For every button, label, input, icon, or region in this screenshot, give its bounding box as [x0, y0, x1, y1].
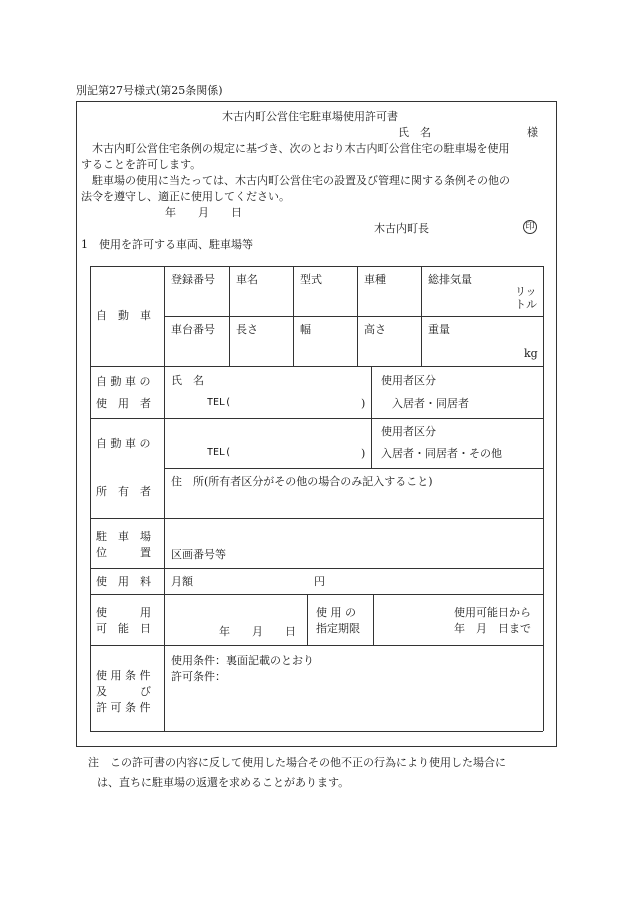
- owner-label-line-2: 所 有 者: [96, 485, 151, 498]
- honorific: 様: [527, 126, 538, 139]
- liter-unit-2: トル: [515, 298, 537, 311]
- table-border-top: [90, 266, 543, 267]
- conditions-label-line-2: 及 び: [96, 685, 151, 698]
- user-label-line-1: 自 動 車 の: [96, 375, 151, 388]
- term-label-line-2: 指定期限: [316, 622, 360, 635]
- table-border-bottom: [90, 731, 543, 732]
- displacement-label: 総排気量: [428, 273, 472, 286]
- user-name-label: 氏 名: [171, 374, 204, 387]
- vehicle-col-divider-1: [229, 266, 230, 366]
- chassis-number-label: 車台番号: [171, 323, 215, 336]
- term-label-line-1: 使 用 の: [316, 606, 356, 619]
- conditions-label-line-1: 使 用 条 件: [96, 669, 151, 682]
- user-category-label: 使用者区分: [381, 374, 436, 387]
- owner-inner-divider: [164, 468, 543, 469]
- user-category-value: 入居者・同居者: [392, 397, 469, 410]
- row-divider-parking: [90, 568, 543, 569]
- permit-conditions: 許可条件：: [171, 670, 226, 683]
- owner-label-line-1: 自 動 車 の: [96, 437, 151, 450]
- row-divider-owner: [90, 518, 543, 519]
- note-line-2: は、直ちに駐車場の返還を求めることがあります。: [97, 776, 350, 789]
- height-label: 高さ: [364, 323, 386, 336]
- model-label: 型式: [300, 273, 322, 286]
- vehicle-col-divider-2: [293, 266, 294, 366]
- term-from: 使用可能日から: [454, 606, 531, 619]
- usable-label-line-1: 使 用: [96, 606, 151, 619]
- form-reference: 別記第27号様式(第25条関係): [76, 84, 223, 97]
- paragraph-1-line-2: することを許可します。: [81, 158, 202, 171]
- table-border-left: [90, 266, 91, 731]
- usable-col-divider-1: [307, 594, 308, 645]
- owner-tel-label: TEL(: [207, 447, 232, 458]
- user-tel-label: TEL(: [207, 397, 232, 408]
- car-name-label: 車名: [236, 273, 258, 286]
- label-column-divider: [164, 266, 165, 731]
- owner-category-label: 使用者区分: [381, 425, 436, 438]
- parking-label-line-2: 位 置: [96, 546, 151, 559]
- paragraph-1-line-1: 木古内町公営住宅条例の規定に基づき、次のとおり木古内町公営住宅の駐車場を使用: [81, 142, 510, 155]
- car-type-label: 車種: [364, 273, 386, 286]
- row-divider-fee: [90, 594, 543, 595]
- length-label: 長さ: [236, 323, 258, 336]
- note-line-1: 注 この許可書の内容に反して使用した場合その他不正の行為により使用した場合に: [88, 756, 506, 769]
- parking-label-line-1: 駐 車 場: [96, 530, 151, 543]
- seal-mark: 印: [523, 220, 537, 234]
- width-label: 幅: [300, 323, 311, 336]
- recipient-name-label: 氏 名: [398, 126, 431, 139]
- fee-label: 使 用 料: [96, 575, 151, 588]
- fee-yen-unit: 円: [314, 575, 325, 588]
- usable-col-divider-2: [373, 594, 374, 645]
- user-tel-close: ): [361, 397, 366, 410]
- paragraph-2-line-1: 駐車場の使用に当たっては、木古内町公営住宅の設置及び管理に関する条例その他の: [81, 174, 510, 187]
- owner-category-value: 入居者・同居者・その他: [381, 447, 502, 460]
- owner-address-label: 住 所(所有者区分がその他の場合のみ記入すること): [171, 475, 433, 488]
- usable-date-value: 年 月 日: [219, 625, 296, 638]
- document-title: 木古内町公営住宅駐車場使用許可書: [222, 110, 398, 123]
- usable-label-line-2: 可 能 日: [96, 622, 151, 635]
- term-to: 年 月 日まで: [454, 622, 531, 635]
- table-border-right: [543, 266, 544, 731]
- user-col-divider: [371, 366, 372, 468]
- row-divider-vehicle: [90, 366, 543, 367]
- section-1-heading: 1 使用を許可する車両、駐車場等: [81, 238, 253, 251]
- registration-number-label: 登録番号: [171, 273, 215, 286]
- row-divider-user: [90, 418, 543, 419]
- vehicle-row-divider: [164, 316, 543, 317]
- user-label-line-2: 使 用 者: [96, 397, 151, 410]
- parking-space-label: 区画番号等: [171, 548, 226, 561]
- liter-unit-1: リッ: [515, 285, 537, 298]
- conditions-label-line-3: 許 可 条 件: [96, 701, 151, 714]
- fee-monthly-label: 月額: [171, 575, 193, 588]
- paragraph-2-line-2: 法令を遵守し、適正に使用してください。: [81, 190, 290, 203]
- kg-unit: kg: [524, 347, 538, 360]
- issue-date: 年 月 日: [165, 206, 242, 219]
- vehicle-col-divider-4: [421, 266, 422, 366]
- use-conditions: 使用条件：裏面記載のとおり: [171, 654, 314, 667]
- vehicle-col-divider-3: [357, 266, 358, 366]
- row-divider-usable: [90, 645, 543, 646]
- owner-tel-close: ): [361, 447, 366, 460]
- mayor-title: 木古内町長: [374, 222, 429, 235]
- vehicle-label: 自 動 車: [96, 309, 151, 322]
- weight-label: 重量: [428, 323, 450, 336]
